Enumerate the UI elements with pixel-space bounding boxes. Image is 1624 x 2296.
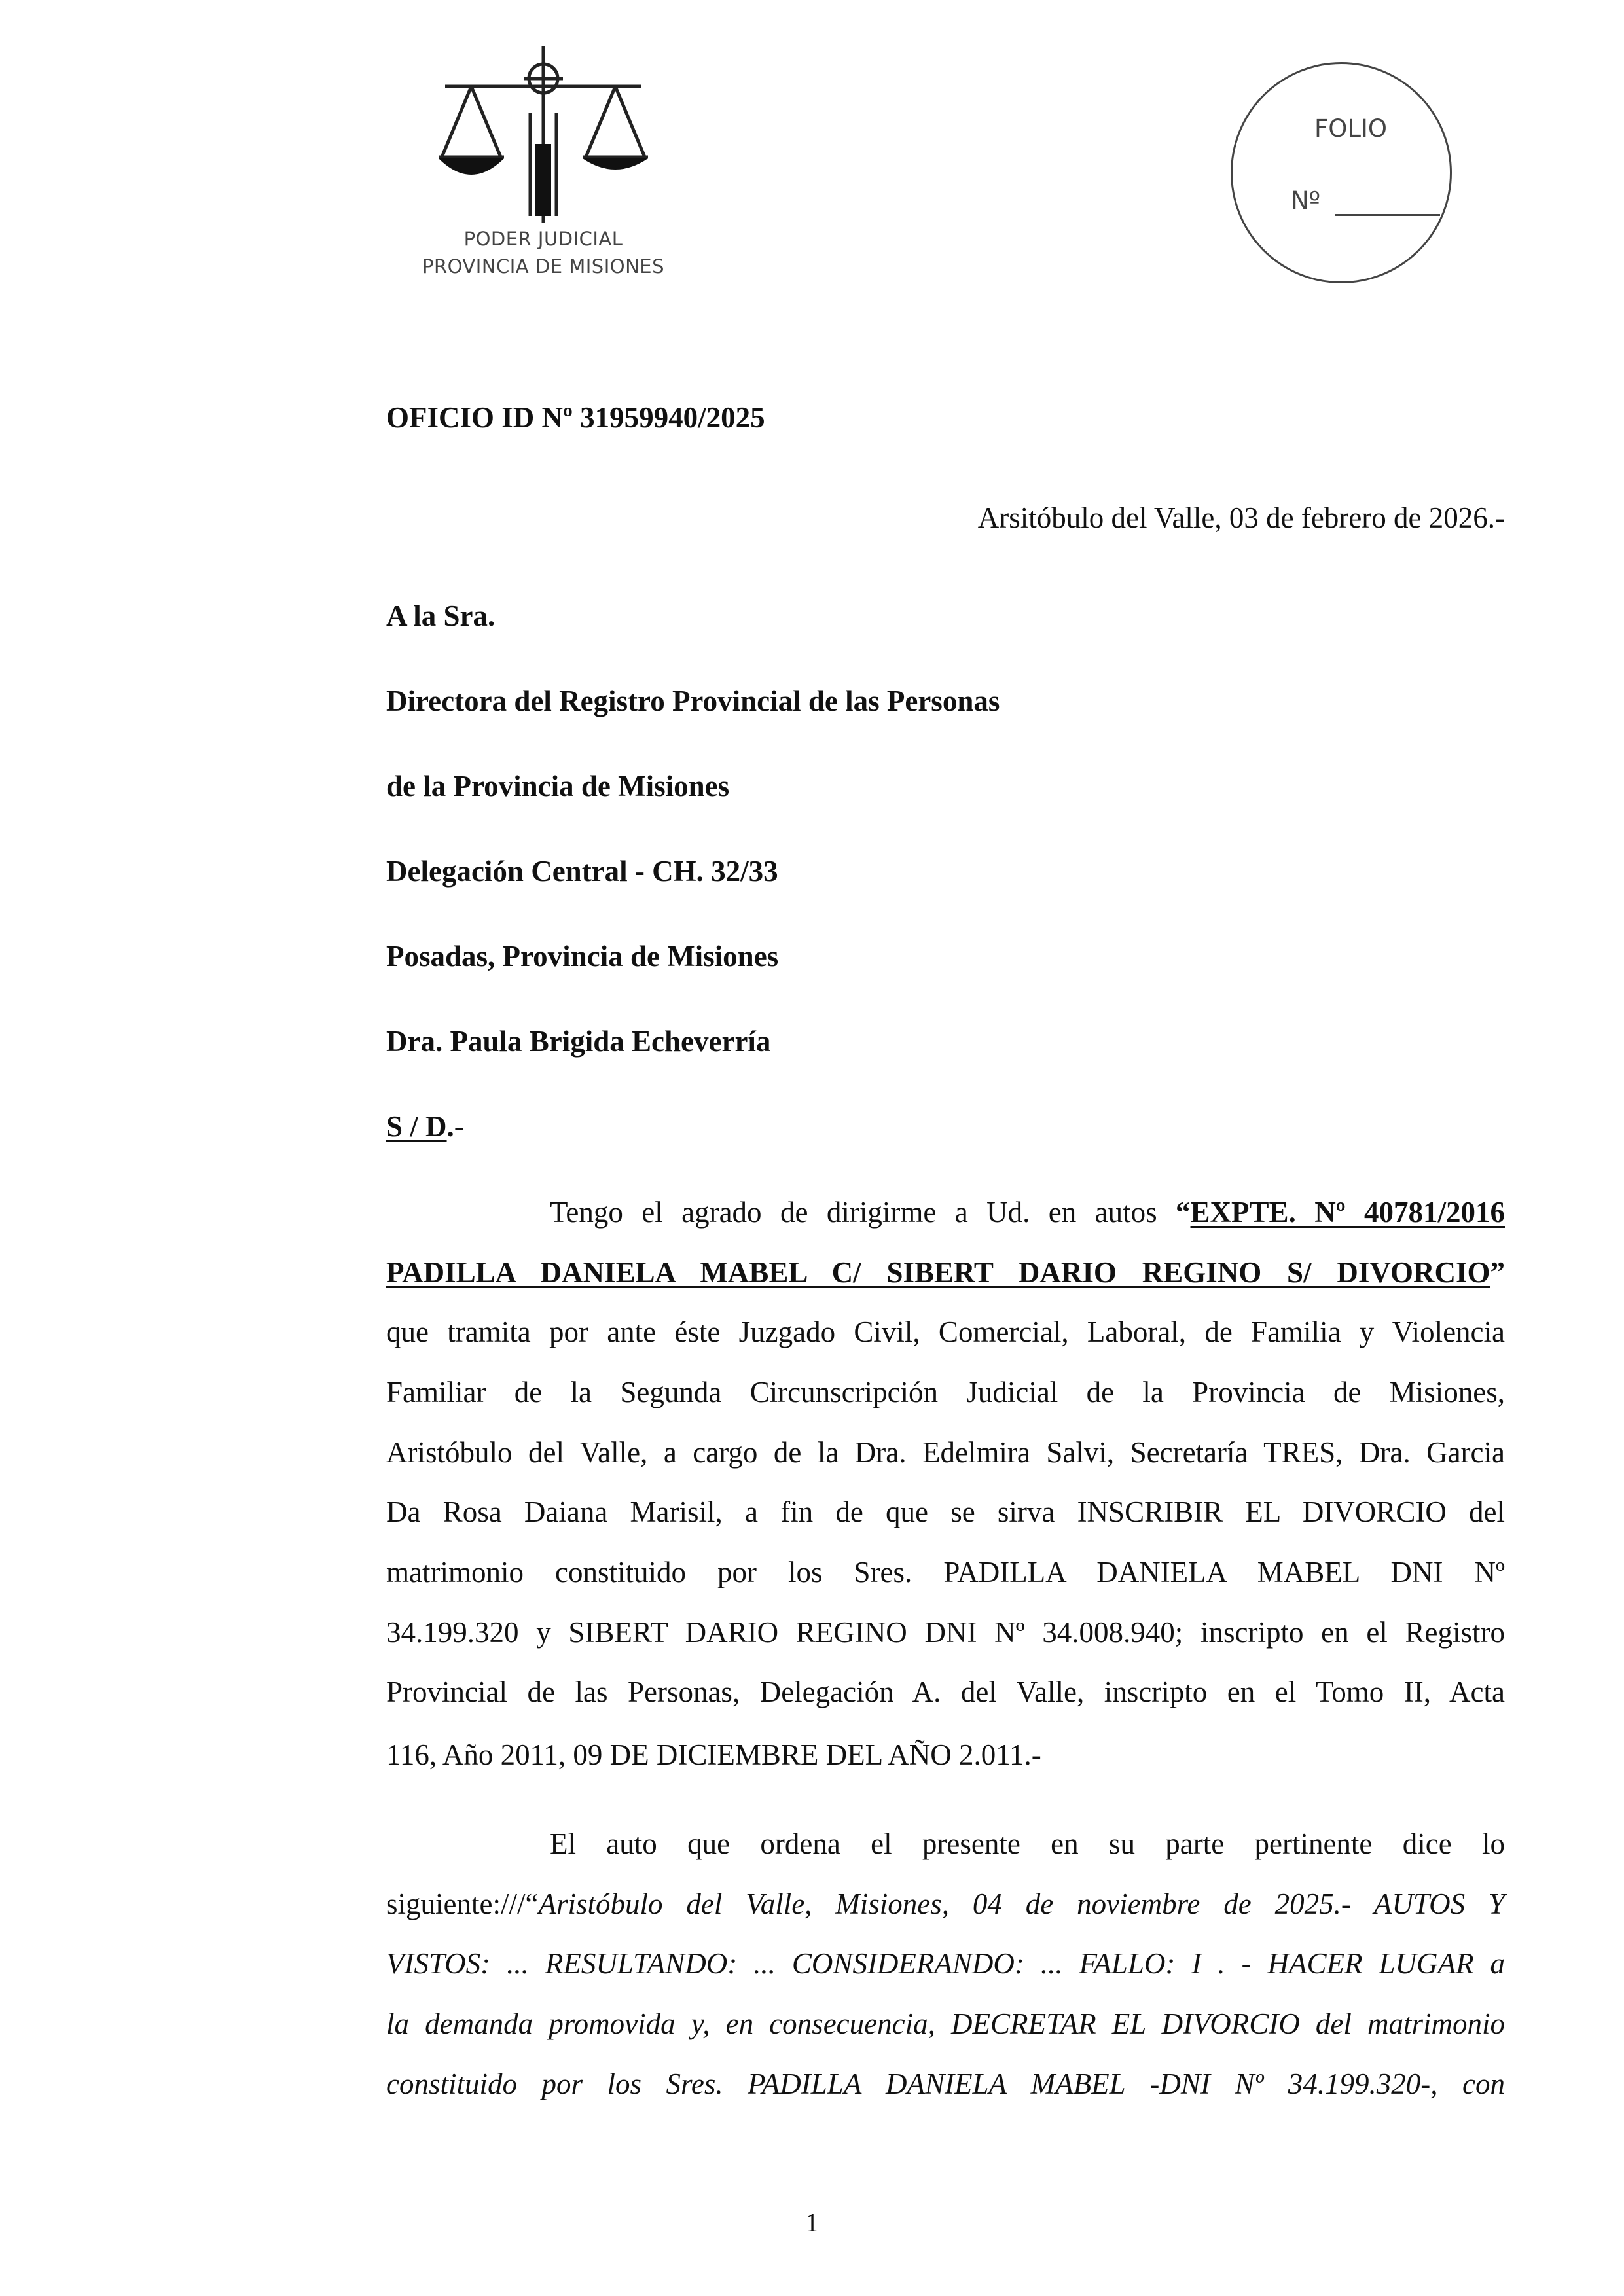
p1-quote-open: “ xyxy=(1176,1196,1191,1229)
p1-line-7: matrimonio constituido por los Sres. PADILLA DANIELA MABEL DNI Nº xyxy=(386,1556,1505,1588)
p1-line-2 xyxy=(386,1258,1505,1292)
logo-line-2: PROVINCIA DE MISIONES xyxy=(422,255,665,278)
page-number: 1 xyxy=(805,2208,819,2237)
recipient-line-5: Posadas, Provincia de Misiones xyxy=(386,940,779,973)
recipient-line-3: de la Provincia de Misiones xyxy=(386,770,730,802)
p1-quote-close: ” xyxy=(1490,1256,1505,1289)
p1-line-10: 116, Año 2011, 09 DE DICIEMBRE DEL AÑO 2.011.- xyxy=(386,1738,1041,1771)
case-caption: PADILLA DANIELA MABEL C/ SIBERT DARIO REGINO S/ DIVORCIO xyxy=(386,1256,1490,1289)
logo-line-1: PODER JUDICIAL xyxy=(463,228,623,250)
p1-line-8: 34.199.320 y SIBERT DARIO REGINO DNI Nº 34.008.940; inscripto en el Registro xyxy=(386,1616,1505,1649)
place-date: Arsitóbulo del Valle, 03 de febrero de 2026.- xyxy=(977,501,1505,534)
folio-number-label: Nº xyxy=(1291,187,1321,215)
p2-line-5: constituido por los Sres. PADILLA DANIELA MABEL -DNI Nº 34.199.320-, con xyxy=(386,2068,1505,2100)
oficio-id: OFICIO ID Nº 31959940/2025 xyxy=(386,401,765,434)
p2-line-4: la demanda promovida y, en consecuencia, DECRETAR EL DIVORCIO del matrimonio xyxy=(386,2007,1505,2040)
sd-suffix: .- xyxy=(446,1110,464,1143)
folio-circle xyxy=(1231,62,1452,283)
sd-text: S / D xyxy=(386,1110,447,1143)
p1-line-6: Da Rosa Daiana Marisil, a fin de que se sirva INSCRIBIR EL DIVORCIO del xyxy=(386,1496,1505,1528)
p1-line-1 xyxy=(550,1198,1505,1232)
p2-line-1: El auto que ordena el presente en su parte pertinente dice lo xyxy=(550,1827,1505,1860)
p1-line-5: Aristóbulo del Valle, a cargo de la Dra. Edelmira Salvi, Secretaría TRES, Dra. Garcia xyxy=(386,1436,1505,1469)
p1-line-3: que tramita por ante éste Juzgado Civil, Comercial, Laboral, de Familia y Violencia xyxy=(386,1316,1505,1348)
sd-line xyxy=(386,1109,464,1143)
p1-lead: Tengo el agrado de dirigirme a Ud. en autos xyxy=(550,1196,1176,1229)
p1-line-9: Provincial de las Personas, Delegación A. del Valle, inscripto en el Tomo II, Acta xyxy=(386,1676,1505,1708)
folio-stamp xyxy=(1231,62,1453,285)
poder-judicial-logo xyxy=(393,39,694,295)
folio-label: FOLIO xyxy=(1314,115,1388,143)
recipient-line-4: Delegación Central - CH. 32/33 xyxy=(386,855,778,888)
p2-line-3: VISTOS: ... RESULTANDO: ... CONSIDERANDO: ... FALLO: I . - HACER LUGAR a xyxy=(386,1947,1505,1980)
recipient-line-1: A la Sra. xyxy=(386,600,496,632)
recipient-line-6: Dra. Paula Brigida Echeverría xyxy=(386,1025,771,1058)
balance-scale-icon xyxy=(393,39,694,229)
p2-line-2-plain: siguiente:///“ xyxy=(386,1888,539,1920)
p2-line-2 xyxy=(386,1890,1505,1924)
expte-number: EXPTE. Nº 40781/2016 xyxy=(1190,1196,1505,1229)
recipient-line-2: Directora del Registro Provincial de las Personas xyxy=(386,685,1000,717)
p2-line-2-italic: Aristóbulo del Valle, Misiones, 04 de noviembre de 2025.- AUTOS Y xyxy=(538,1888,1505,1920)
folio-number-blank xyxy=(1335,214,1440,216)
p1-line-4: Familiar de la Segunda Circunscripción Judicial de la Provincia de Misiones, xyxy=(386,1376,1505,1408)
